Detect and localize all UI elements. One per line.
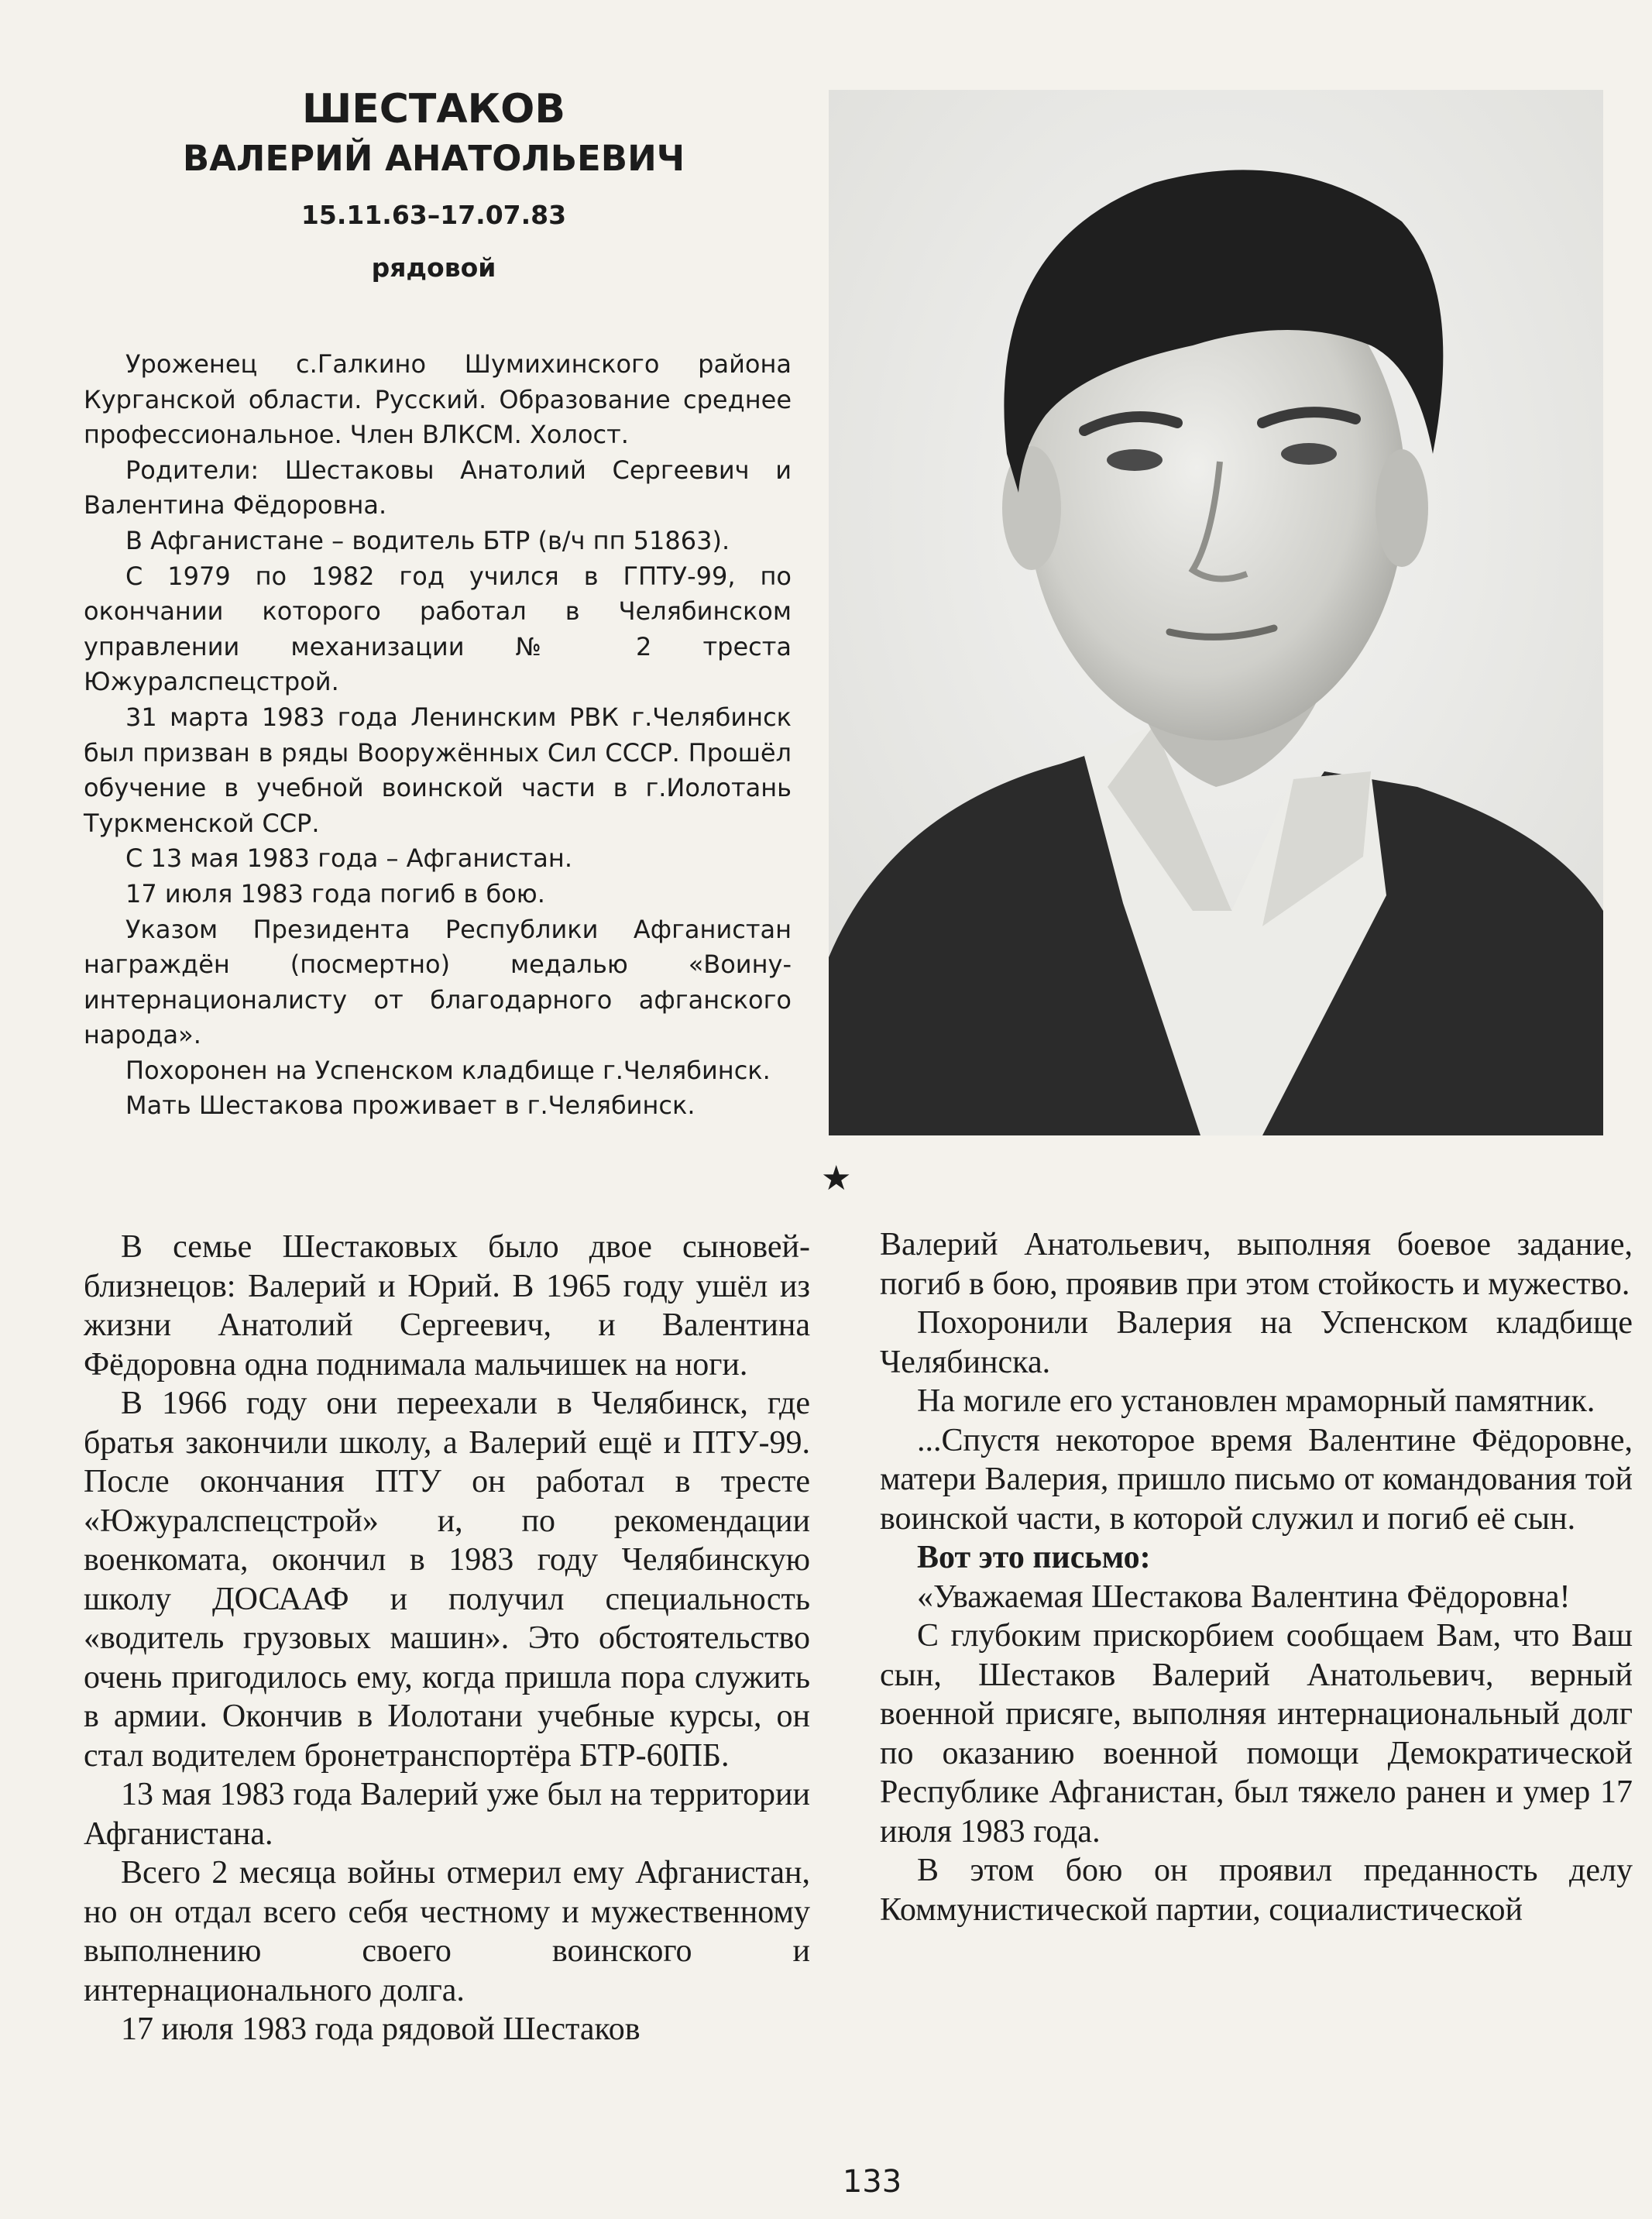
bio-paragraph: Уроженец с.Галкино Шумихинского района Курганской области. Русский. Образование среднее профессиональное. Член ВЛКСМ. Холост. <box>84 349 792 450</box>
letter-paragraph: В этом бою он проявил преданность делу Коммунистической партии, социалистической <box>880 1853 1633 1928</box>
given-names: ВАЛЕРИЙ АНАТОЛЬЕВИЧ <box>182 138 685 179</box>
rank: рядовой <box>371 252 496 283</box>
letter-intro: Вот это письмо: <box>917 1540 1151 1575</box>
article-paragraph: Всего 2 месяца войны отмерил ему Афганистан, но он отдал всего себя честному и мужественному выполнению своего воинского и интернационального долга. <box>84 1855 810 2008</box>
article-right-column <box>880 1225 1633 1929</box>
article-paragraph: В семье Шестаковых было двое сыновей-близнецов: Валерий и Юрий. В 1965 году ушёл из жизни Анатолий Сергеевич, и Валентина Фёдоровна одна поднимала мальчишек на ноги. <box>84 1229 810 1383</box>
page-number: 133 <box>842 2164 902 2200</box>
bio-paragraph: Указом Президента Республики Афганистан награждён (посмертно) медалью «Воину-интернационалисту от благодарного афганского народа». <box>84 914 792 1050</box>
bio-paragraph: Родители: Шестаковы Анатолий Сергеевич и Валентина Фёдоровна. <box>84 455 792 520</box>
biography <box>84 347 792 1124</box>
article-paragraph: 13 мая 1983 года Валерий уже был на территории Афганистана. <box>84 1777 810 1852</box>
bio-paragraph: В Афганистане – водитель БТР (в/ч пп 51863). <box>125 525 730 555</box>
article-paragraph: На могиле его установлен мраморный памятник. <box>917 1383 1595 1419</box>
bio-paragraph: 17 июля 1983 года погиб в бою. <box>125 878 545 909</box>
letter-paragraph: «Уважаемая Шестакова Валентина Фёдоровна! <box>917 1578 1571 1615</box>
letter-paragraph: С глубоким прискорбием сообщаем Вам, что Ваш сын, Шестаков Валерий Анатольевич, верный военной присяге, выполняя интернациональный долг по оказанию военной помощи Демократической Республике Афганистан, был тяжело ранен и умер 17 июля 1983 года. <box>880 1618 1633 1850</box>
bio-paragraph: 31 марта 1983 года Ленинским РВК г.Челябинск был призван в ряды Вооружённых Сил СССР. Прошёл обучение в учебной воинской части в г.Иолотань Туркменской ССР. <box>84 702 792 838</box>
bio-paragraph: Похоронен на Успенском кладбище г.Челябинск. <box>125 1055 771 1085</box>
separator-star: ★ <box>821 1159 852 1198</box>
article-paragraph: ...Спустя некоторое время Валентине Фёдоровне, матери Валерия, пришло письмо от командования той воинской части, в которой служил и погиб её сын. <box>880 1422 1633 1537</box>
article-paragraph: Похоронили Валерия на Успенском кладбище Челябинска. <box>880 1305 1633 1380</box>
bio-paragraph: Мать Шестакова проживает в г.Челябинск. <box>125 1091 695 1121</box>
life-dates: 15.11.63–17.07.83 <box>301 200 567 230</box>
article-left-column <box>84 1228 810 2049</box>
portrait-photo <box>829 90 1603 1135</box>
article-paragraph: В 1966 году они переехали в Челябинск, где братья закончили школу, а Валерий ещё и ПТУ-99. После окончания ПТУ он работал в тресте «Южуралспецстрой» и, по рекомендации военкомата, окончил в 1983 году Челябинскую школу ДОСААФ и получил специальность «водитель грузовых машин». Это обстоятельство очень пригодилось ему, когда пришла пора служить в армии. Окончив в Иолотани учебные курсы, он стал водителем бронетранспортёра БТР-60ПБ. <box>84 1386 810 1774</box>
bio-paragraph: С 13 мая 1983 года – Афганистан. <box>125 843 572 874</box>
article-paragraph: 17 июля 1983 года рядовой Шестаков <box>121 2011 641 2047</box>
article-paragraph: Валерий Анатольевич, выполняя боевое задание, погиб в бою, проявив при этом стойкость и мужество. <box>880 1227 1633 1302</box>
surname: ШЕСТАКОВ <box>302 86 565 132</box>
header <box>85 84 782 285</box>
bio-paragraph: С 1979 по 1982 год учился в ГПТУ-99, по окончании которого работал в Челябинском управлении механизации № 2 треста Южуралспецстрой. <box>84 561 792 697</box>
